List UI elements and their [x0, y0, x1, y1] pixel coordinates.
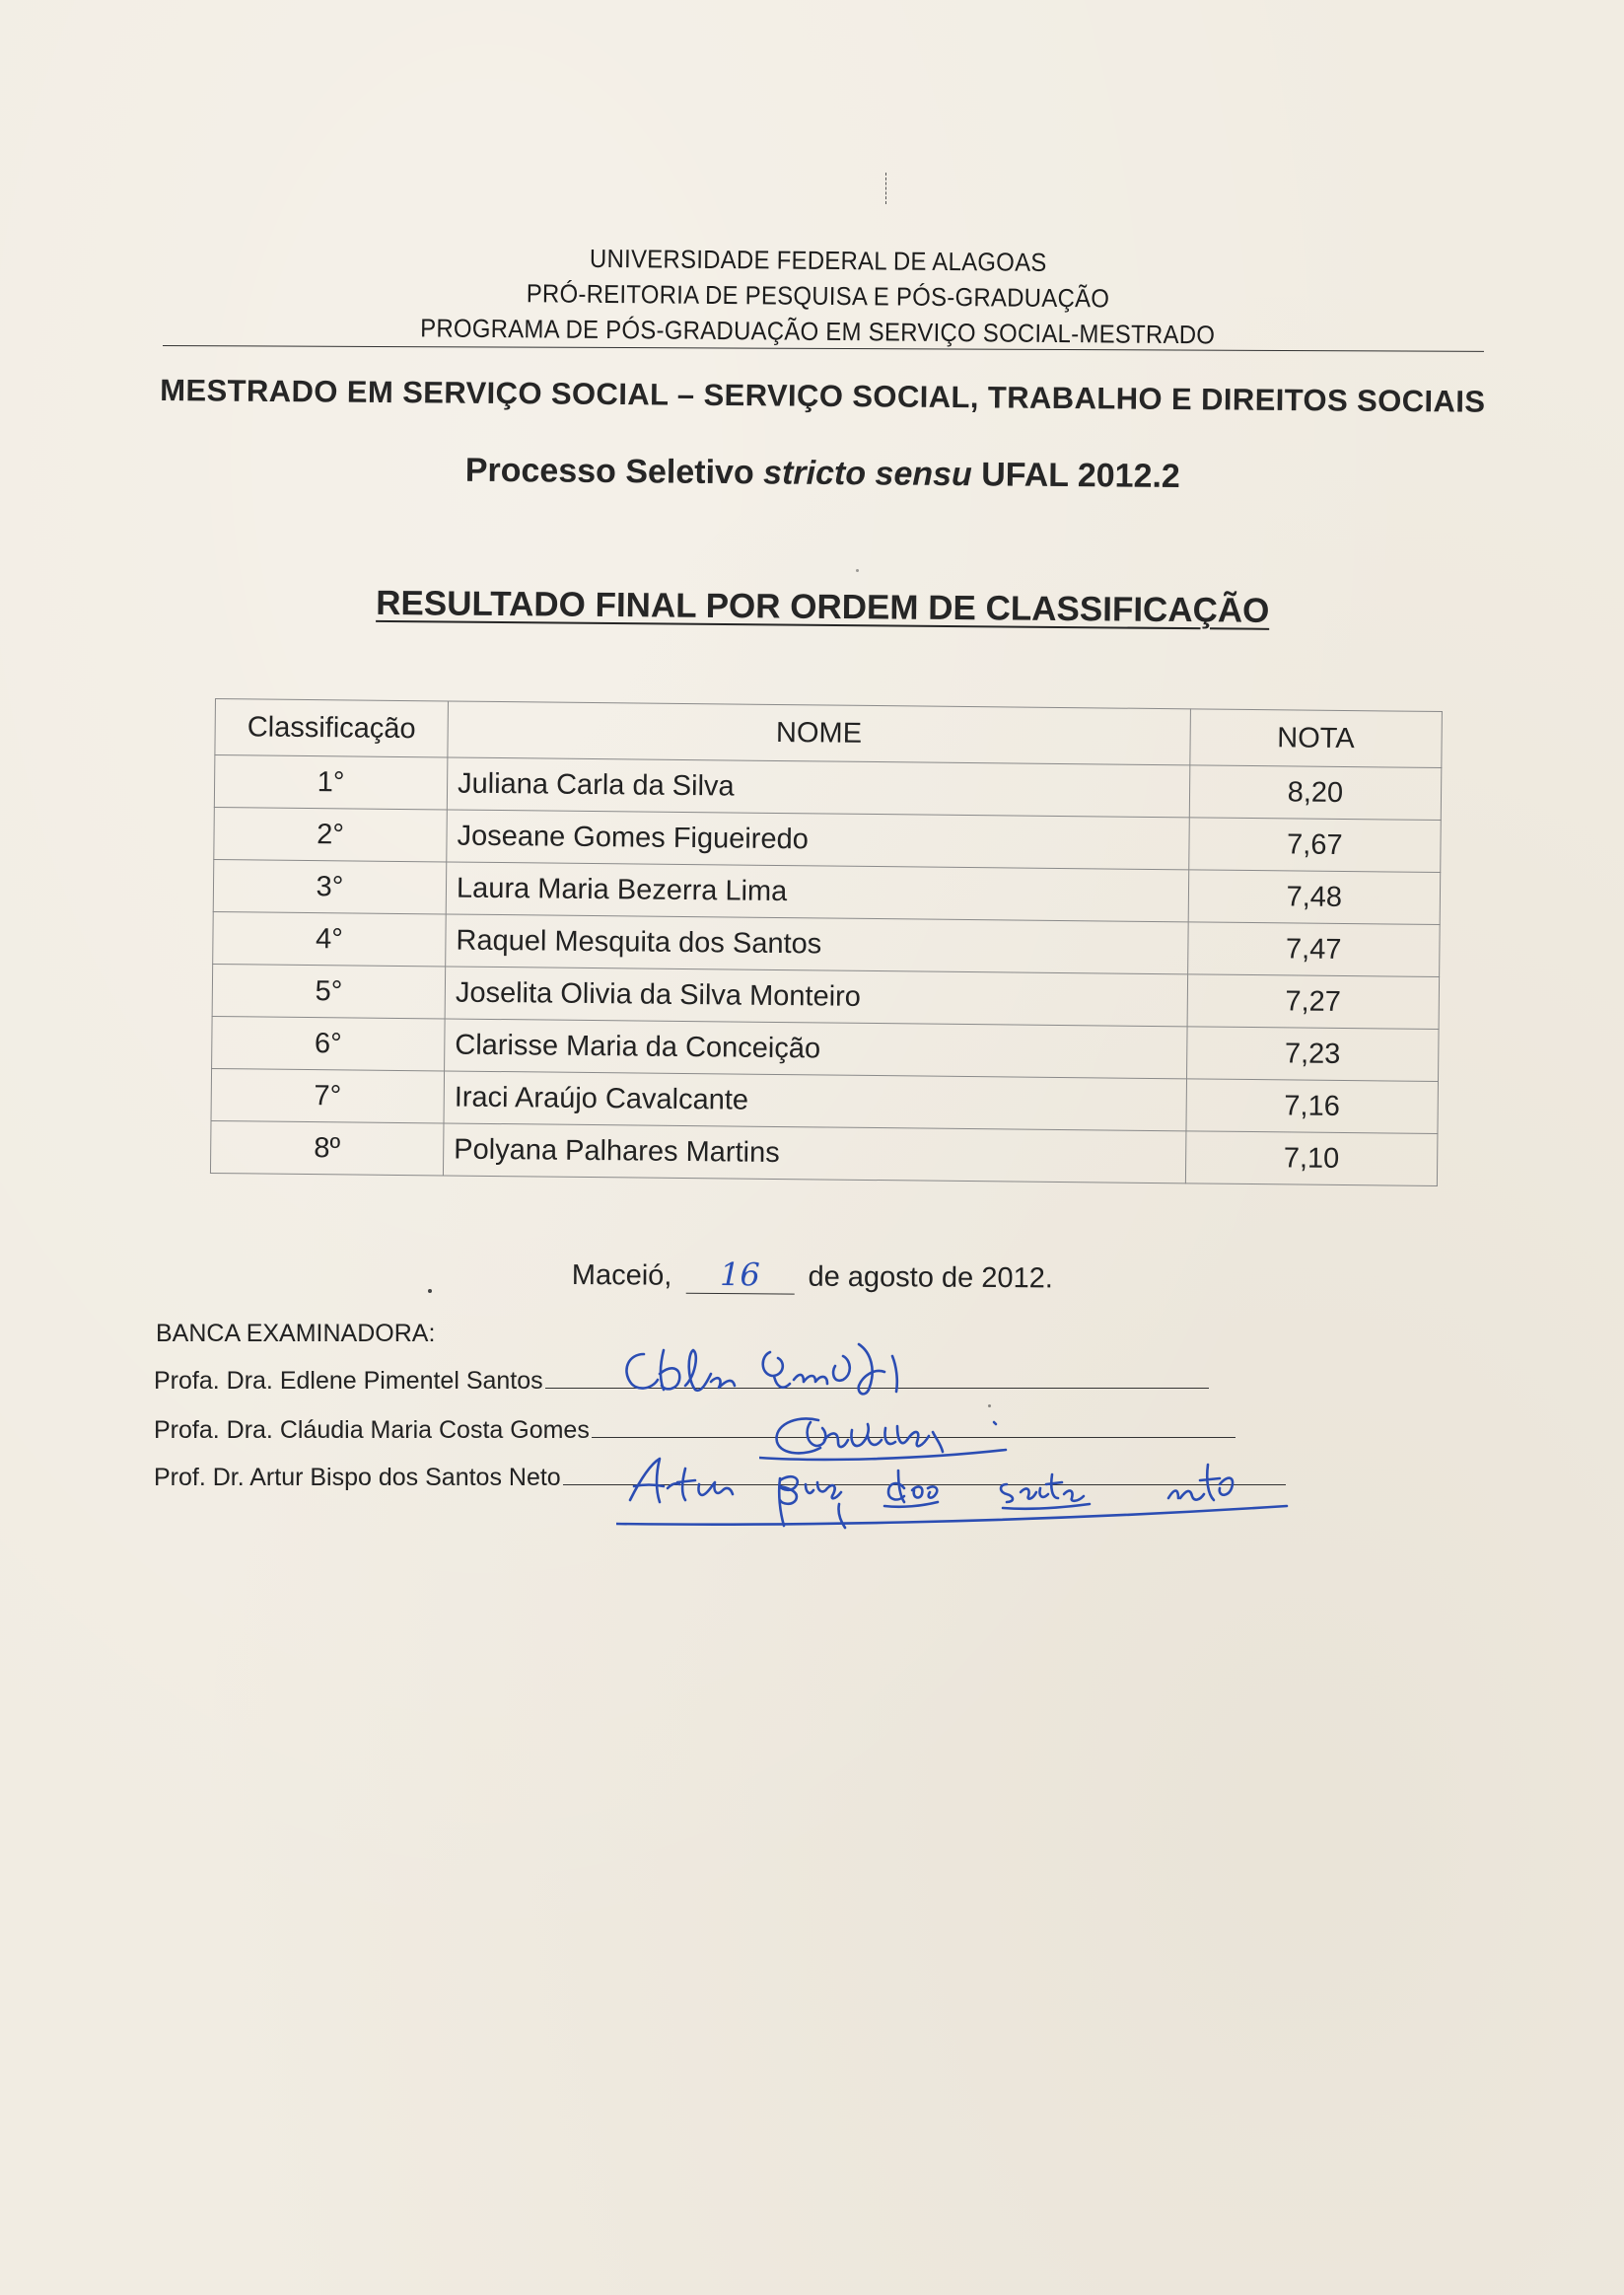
cell-rank: 7° [211, 1068, 445, 1122]
process-title-italic: stricto sensu [762, 454, 972, 494]
cell-grade: 7,47 [1187, 922, 1440, 977]
header-name: NOME [448, 701, 1190, 765]
cell-name: Laura Maria Bezerra Lima [446, 862, 1188, 922]
date-line [572, 1255, 1053, 1296]
paper-speck [428, 1289, 432, 1293]
board-member-title: Profa. Dra. Cláudia Maria Costa Gomes [154, 1416, 590, 1444]
cell-grade: 7,27 [1187, 974, 1440, 1030]
board-member-row [154, 1416, 1236, 1445]
program-name: PROGRAMA DE PÓS-GRADUAÇÃO EM SERVIÇO SOCIAL-MESTRADO [420, 313, 1216, 350]
cell-name: Iraci Araújo Cavalcante [444, 1071, 1186, 1131]
cell-grade: 8,20 [1189, 765, 1442, 821]
cell-name: Clarisse Maria da Conceição [445, 1019, 1187, 1079]
program-title: MESTRADO EM SERVIÇO SOCIAL – SERVIÇO SOCIAL, TRABALHO E DIREITOS SOCIAIS [160, 373, 1486, 419]
results-table [210, 698, 1443, 1186]
result-title [160, 582, 1486, 633]
paper-speck [856, 569, 859, 572]
pro-rectory-name: PRÓ-REITORIA DE PESQUISA E PÓS-GRADUAÇÃO [526, 278, 1110, 314]
cell-rank: 6° [212, 1016, 446, 1070]
process-title-suffix: UFAL 2012.2 [971, 456, 1180, 496]
process-title [160, 449, 1486, 499]
cell-rank: 1° [214, 755, 448, 810]
signature-line [545, 1368, 1209, 1389]
cell-grade: 7,48 [1188, 870, 1441, 925]
date-rest: de agosto de 2012. [808, 1260, 1053, 1295]
cell-name: Polyana Palhares Martins [443, 1123, 1185, 1183]
board-member-title: Profa. Dra. Edlene Pimentel Santos [154, 1367, 543, 1395]
university-name: UNIVERSIDADE FEDERAL DE ALAGOAS [589, 243, 1047, 277]
board-member-title: Prof. Dr. Artur Bispo dos Santos Neto [154, 1464, 561, 1491]
scan-mark [885, 173, 887, 204]
cell-rank: 4° [213, 911, 447, 966]
cell-name: Raquel Mesquita dos Santos [446, 914, 1188, 974]
header-grade: NOTA [1190, 709, 1443, 768]
cell-rank: 3° [213, 859, 447, 913]
board-member-row [154, 1464, 1286, 1492]
header-classification: Classificação [215, 699, 449, 757]
date-day-handwritten: 16 [719, 1255, 760, 1294]
signature-line [592, 1417, 1236, 1438]
result-title-text: RESULTADO FINAL POR ORDEM DE CLASSIFICAÇÃO [376, 583, 1270, 630]
cell-name: Joseane Gomes Figueiredo [447, 810, 1189, 870]
date-city: Maceió, [571, 1258, 672, 1292]
cell-grade: 7,16 [1186, 1079, 1439, 1134]
board-member-row [154, 1367, 1209, 1396]
cell-name: Juliana Carla da Silva [447, 757, 1189, 818]
cell-rank: 5° [212, 964, 446, 1018]
process-title-prefix: Processo Seletivo [464, 451, 764, 492]
cell-grade: 7,67 [1188, 818, 1441, 873]
board-label: BANCA EXAMINADORA: [156, 1320, 436, 1347]
cell-grade: 7,10 [1185, 1131, 1438, 1186]
cell-name: Joselita Olivia da Silva Monteiro [445, 967, 1187, 1027]
cell-grade: 7,23 [1186, 1027, 1439, 1082]
institution-header [157, 237, 1479, 355]
cell-rank: 2° [214, 807, 448, 861]
date-day-blank [685, 1255, 794, 1295]
cell-rank: 8º [210, 1120, 444, 1175]
paper-speck [988, 1404, 991, 1407]
signature-line [563, 1465, 1286, 1485]
